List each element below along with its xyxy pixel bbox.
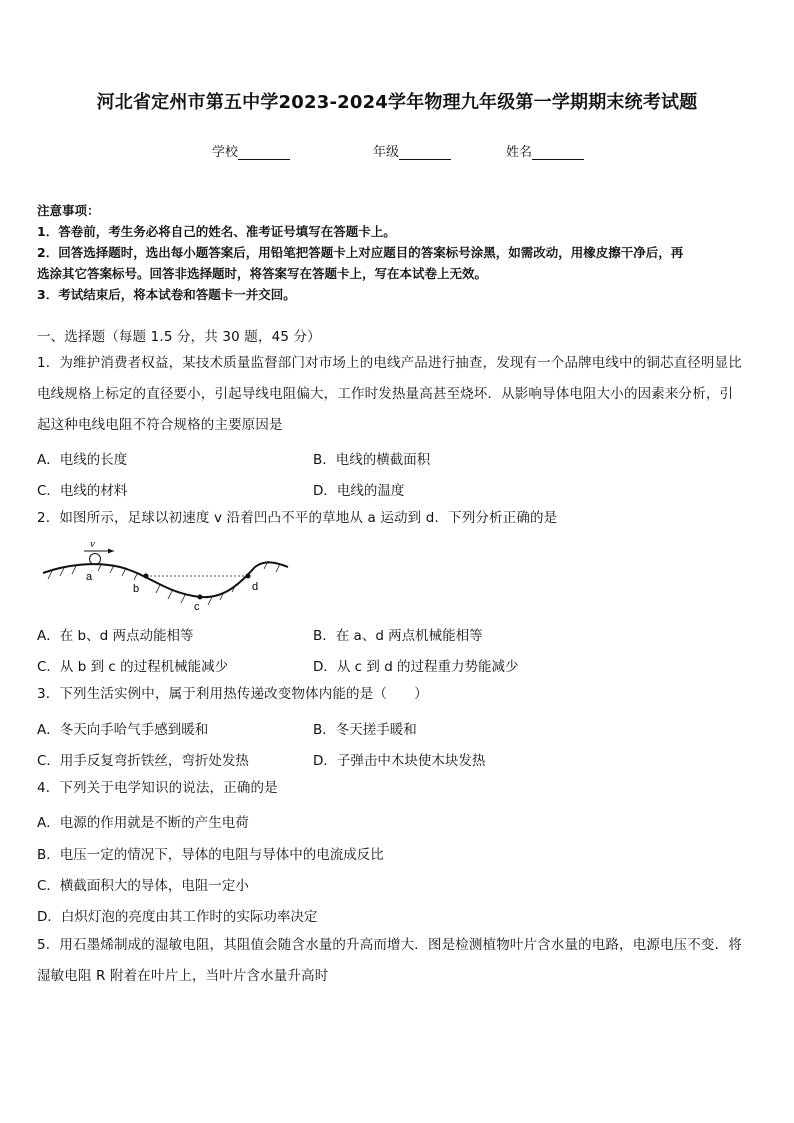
point-b [144, 574, 149, 579]
name-field [506, 141, 584, 160]
question-2-option-c: C．从 b 到 c 的过程机械能减少 [37, 659, 229, 675]
question-3-option-c: C．用手反复弯折铁丝，弯折处发热 [37, 753, 249, 769]
notice-item: 1．答卷前，考生务必将自己的姓名、准考证号填写在答题卡上。 [37, 224, 396, 239]
section-heading: 一、选择题（每题 1.5 分，共 30 题，45 分） [37, 329, 321, 345]
question-3-option-a: A．冬天向手哈气手感到暖和 [37, 722, 209, 738]
figure-label-c: c [194, 601, 200, 613]
question-3-option-d: D．子弹击中木块使木块发热 [313, 753, 486, 769]
question-5-line: 5．用石墨烯制成的湿敏电阻，其阻值会随含水量的升高而增大．图是检测植物叶片含水量的电路，电源电压不变．将 [37, 937, 742, 953]
question-1-option-c: C．电线的材料 [37, 483, 128, 499]
ball-on-terrain-figure [40, 535, 290, 615]
notice-item: 2．回答选择题时，选出每小题答案后，用铅笔把答题卡上对应题目的答案标号涂黑，如需改动，用橡皮擦干净后，再 [37, 245, 684, 260]
school-label: 学校 [212, 145, 239, 160]
figure-label-d: d [252, 581, 259, 593]
question-1-line: 电线规格上标定的直径要小，引起导线电阻偏大，工作时发热量高甚至烧坏．从影响导体电阻大小的因素来分析，引 [37, 386, 734, 402]
question-1-option-b: B．电线的横截面积 [313, 452, 431, 468]
question-2-option-b: B．在 a、d 两点机械能相等 [313, 628, 483, 644]
notice-item: 3．考试结束后，将本试卷和答题卡一并交回。 [37, 287, 296, 302]
question-4-option-c: C．横截面积大的导体，电阻一定小 [37, 878, 249, 894]
question-2-option-d: D．从 c 到 d 的过程重力势能减少 [313, 659, 519, 675]
point-d [246, 574, 251, 579]
question-1-option-d: D．电线的温度 [313, 483, 405, 499]
figure-label-v: v [90, 538, 95, 550]
grade-label: 年级 [373, 145, 400, 160]
football-icon [90, 554, 101, 565]
question-1-line: 1．为维护消费者权益，某技术质量监督部门对市场上的电线产品进行抽查，发现有一个品牌电线中的铜芯直径明显比 [37, 355, 742, 371]
exam-title: 河北省定州市第五中学2023-2024学年物理九年级第一学期期末统考试题 [96, 92, 698, 113]
notice-heading: 注意事项： [37, 203, 100, 218]
question-4-option-a: A．电源的作用就是不断的产生电荷 [37, 815, 249, 831]
question-1-option-a: A．电线的长度 [37, 452, 128, 468]
name-blank [532, 145, 584, 160]
question-1-line: 起这种电线电阻不符合规格的主要原因是 [37, 417, 283, 433]
question-4-option-b: B．电压一定的情况下，导体的电阻与导体中的电流成反比 [37, 847, 384, 863]
figure-label-a: a [86, 571, 93, 583]
figure-label-b: b [133, 583, 140, 595]
question-3-stem: 3．下列生活实例中，属于利用热传递改变物体内能的是（ ） [37, 686, 428, 702]
question-3-option-b: B．冬天搓手暖和 [313, 722, 417, 738]
question-2-option-a: A．在 b、d 两点动能相等 [37, 628, 194, 644]
grade-field [373, 141, 451, 160]
school-field [212, 141, 290, 160]
velocity-arrowhead [108, 549, 114, 554]
terrain-hatching [48, 561, 280, 605]
point-c [198, 595, 203, 600]
question-5-line: 湿敏电阻 R 附着在叶片上，当叶片含水量升高时 [37, 968, 329, 984]
question-4-stem: 4．下列关于电学知识的说法，正确的是 [37, 780, 278, 796]
question-2-stem: 2．如图所示，足球以初速度 v 沿着凹凸不平的草地从 a 运动到 d．下列分析正确的是 [37, 510, 558, 526]
name-label: 姓名 [506, 145, 533, 160]
school-blank [238, 145, 290, 160]
grade-blank [399, 145, 451, 160]
question-4-option-d: D．白炽灯泡的亮度由其工作时的实际功率决定 [37, 909, 318, 925]
notice-item: 选涂其它答案标号。回答非选择题时，将答案写在答题卡上，写在本试卷上无效。 [37, 266, 488, 281]
